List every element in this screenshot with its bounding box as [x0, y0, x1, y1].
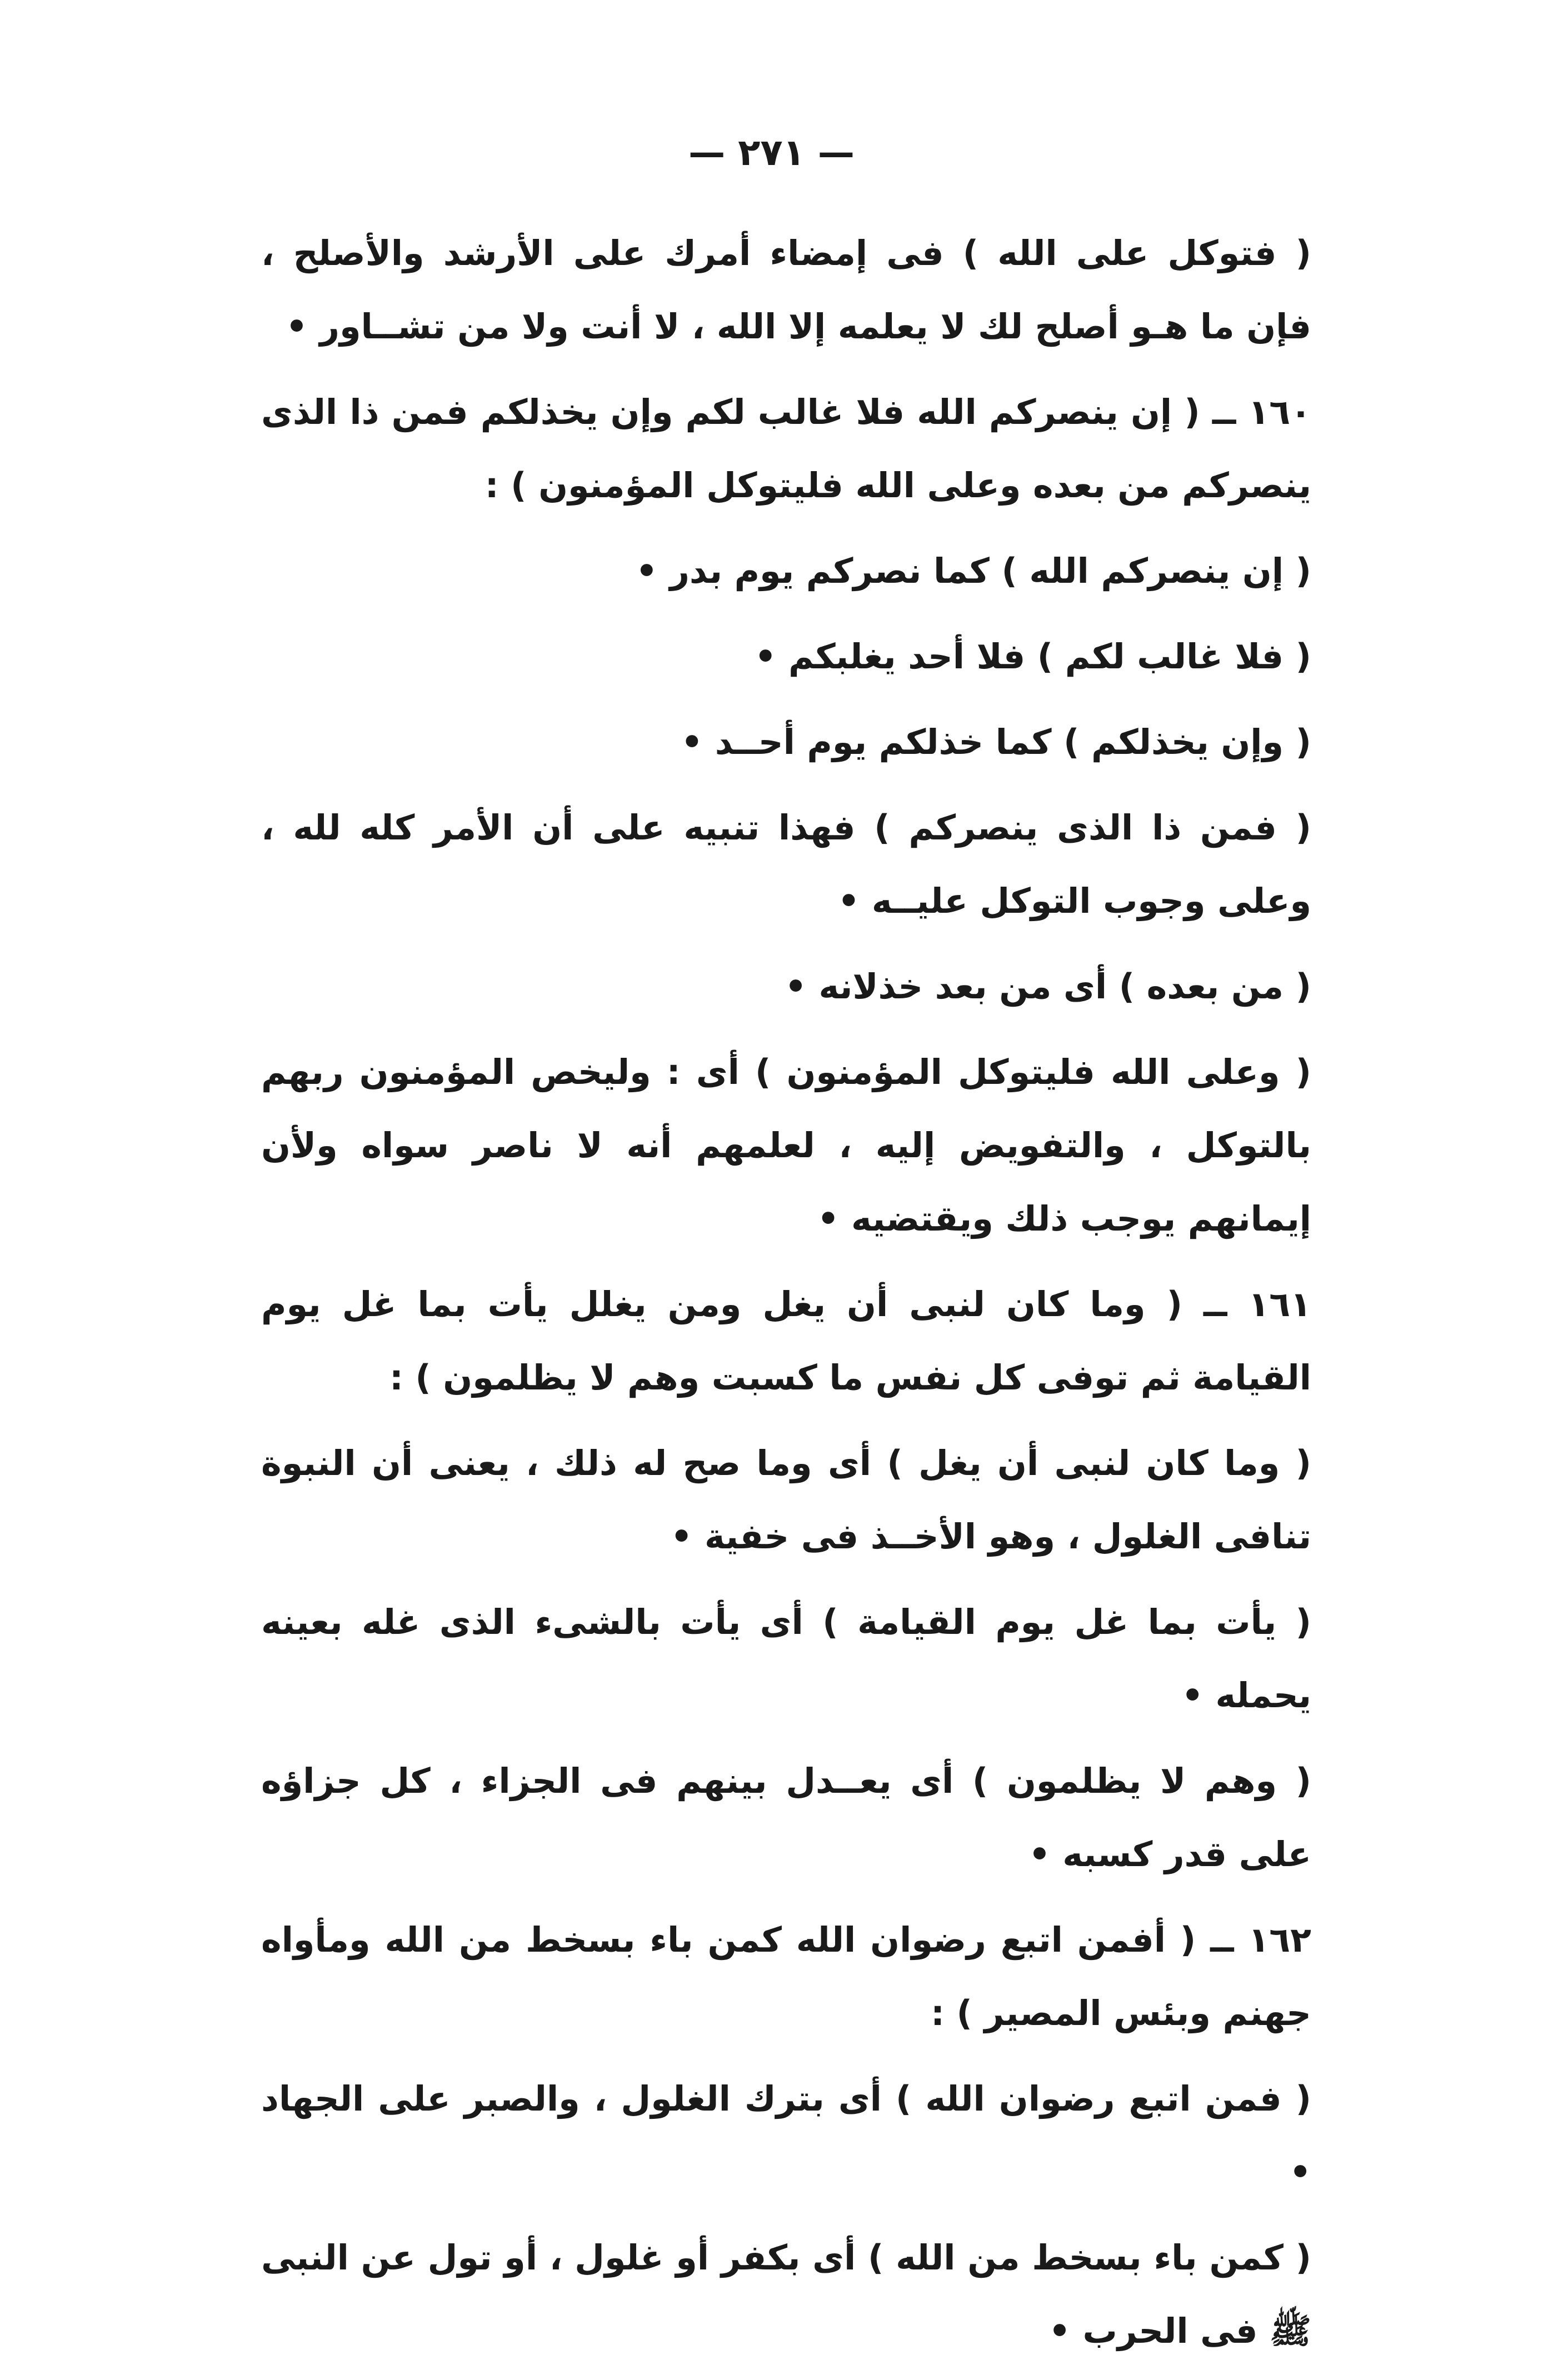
paragraph-8: ( وعلى الله فليتوكل المؤمنون ) أى : وليخص المؤمنون ربهم بالتوكل ، والتفويض إليه ، لعلمهم أنه لا ناصر سواه ولأن إيمانهم يوجب ذلك ويقتضيه •	[261, 1052, 1311, 1239]
paragraph-7: ( من بعده ) أى من بعد خذلانه •	[785, 966, 1311, 1007]
paragraph-9: ١٦١ ــ ( وما كان لنبى أن يغل ومن يغلل يأت بما غل يوم القيامة ثم توفى كل نفس ما كسبت وهم لا يظلمون ) :	[261, 1284, 1311, 1398]
paragraph-3: ( إن ينصركم الله ) كما نصركم يوم بدر •	[636, 551, 1311, 591]
paragraph-13: ١٦٢ ــ ( أفمن اتبع رضوان الله كمن باء بسخط من الله ومأواه جهنم وبئس المصير ) :	[261, 1919, 1311, 2033]
page-body	[261, 217, 1311, 2380]
paragraph-10: ( وما كان لنبى أن يغل ) أى وما صح له ذلك ، يعنى أن النبوة تنافى الغلول ، وهو الأخــذ فى خفية •	[261, 1443, 1311, 1557]
paragraph-1: ( فتوكل على الله ) فى إمضاء أمرك على الأرشد والأصلح ، فإن ما هـو أصلح لك لا يعلمه إلا الله ، لا أنت ولا من تشــاور •	[261, 233, 1311, 347]
paragraph-4: ( فلا غالب لكم ) فلا أحد يغلبكم •	[754, 636, 1311, 677]
paragraph-6: ( فمن ذا الذى ينصركم ) فهذا تنبيه على أن الأمر كله لله ، وعلى وجوب التوكل عليــه •	[261, 807, 1311, 921]
paragraph-14: ( فمن اتبع رضوان الله ) أى بترك الغلول ، والصبر على الجهاد •	[261, 2078, 1311, 2192]
paragraph-15: ( كمن باء بسخط من الله ) أى بكفر أو غلول ، أو تول عن النبى ﷺ فى الحرب •	[261, 2237, 1311, 2351]
page-number: — ٢٧١ —	[688, 131, 855, 174]
paragraph-11: ( يأت بما غل يوم القيامة ) أى يأت بالشىء الذى غله بعينه يحمله •	[261, 1602, 1311, 1716]
paragraph-12: ( وهم لا يظلمون ) أى يعــدل بينهم فى الجزاء ، كل جزاؤه على قدر كسبه •	[261, 1761, 1311, 1874]
paragraph-2: ١٦٠ ــ ( إن ينصركم الله فلا غالب لكم وإن يخذلكم فمن ذا الذى ينصركم من بعده وعلى الله فليتوكل المؤمنون ) :	[261, 392, 1311, 506]
paragraph-5: ( وإن يخذلكم ) كما خذلكم يوم أحــد •	[681, 722, 1311, 762]
